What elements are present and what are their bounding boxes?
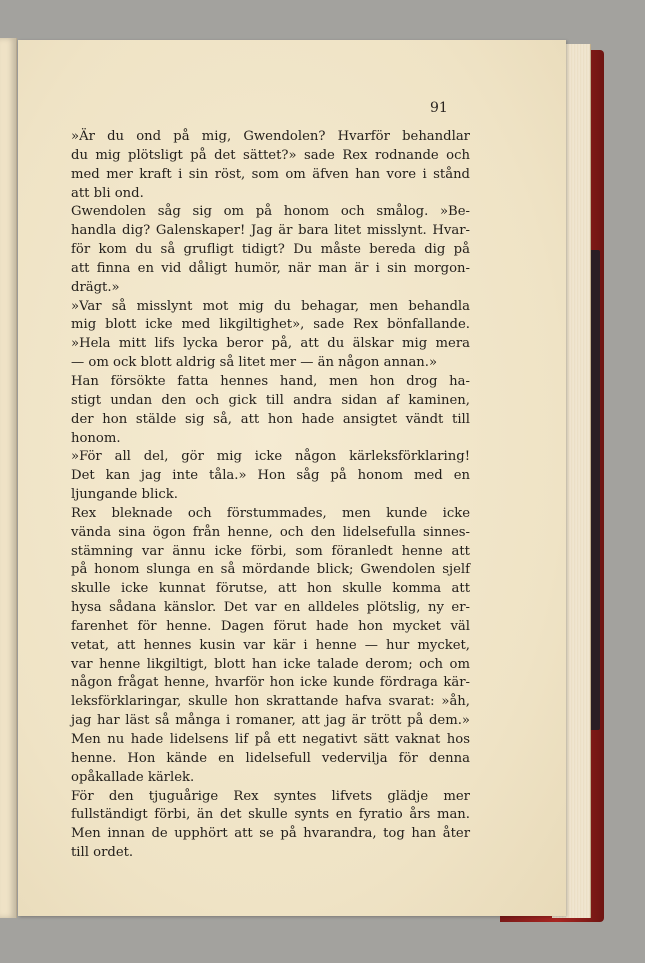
text-line: du mig plötsligt på det sättet?» sade Rex rodnande och — [71, 147, 470, 163]
text-line: Rex bleknade och förstummades, men kunde icke — [71, 505, 470, 521]
page-number: 91 — [430, 100, 448, 116]
text-line: jag har läst så många i romaner, att jag är trött på dem.» — [71, 713, 470, 729]
text-line: att bli ond. — [71, 185, 144, 201]
text-line: Det kan jag inte tåla.» Hon såg på honom med en — [71, 468, 470, 484]
text-line: stämning var ännu icke förbi, som föranledt henne att — [71, 543, 470, 559]
text-line: honom. — [71, 430, 121, 446]
text-line: »Var så misslynt mot mig du behagar, men behandla — [71, 298, 470, 314]
text-line: »Är du ond på mig, Gwendolen? Hvarför behandlar — [71, 129, 470, 144]
text-line: handla dig? Galenskaper! Jag är bara litet misslynt. Hvar- — [71, 223, 470, 239]
page-text — [54, 128, 470, 863]
text-line: för kom du så grufligt tidigt? Du måste bereda dig på — [71, 242, 470, 258]
text-line: Men innan de upphört att se på hvarandra, tog han åter — [71, 826, 470, 842]
text-line: drägt.» — [71, 279, 120, 295]
text-line: vända sina ögon från henne, och den lidelsefulla sinnes- — [71, 524, 470, 540]
text-line: var henne likgiltigt, blott han icke talade derom; och om — [71, 656, 470, 672]
text-line: der hon stälde sig så, att hon hade ansigtet vändt till — [71, 411, 470, 427]
paragraph — [54, 788, 470, 863]
text-line: farenhet för henne. Dagen förut hade hon mycket väl — [71, 618, 470, 634]
text-line: opåkallade kärlek. — [71, 769, 195, 785]
text-line: »För all del, gör mig icke någon kärleksförklaring! — [71, 449, 470, 465]
paragraph — [54, 373, 470, 448]
text-line: att finna en vid dåligt humör, när man är i sin morgon- — [71, 260, 470, 276]
text-line: mig blott icke med likgiltighet», sade Rex bönfallande. — [71, 317, 470, 333]
text-line: leksförklaringar, skulle hon skrattande hafva svarat: »åh, — [71, 694, 470, 710]
book-page — [18, 40, 566, 916]
paragraph — [54, 448, 470, 505]
text-line: på honom slunga en så mördande blick; Gwendolen sjelf — [71, 562, 470, 578]
text-line: Gwendolen såg sig om på honom och smålog. »Be- — [71, 204, 470, 220]
text-line: med mer kraft i sin röst, som om äfven han vore i stånd — [71, 166, 470, 182]
text-line: stigt undan den och gick till andra sidan af kaminen, — [71, 392, 470, 408]
paragraph — [54, 505, 470, 788]
text-line: henne. Hon kände en lidelsefull vedervilja för denna — [71, 750, 470, 766]
left-page-edge — [0, 38, 17, 918]
text-line: Han försökte fatta hennes hand, men hon drog ha- — [71, 373, 470, 389]
text-line: ljungande blick. — [71, 487, 178, 503]
text-line: »Hela mitt lifs lycka beror på, att du älskar mig mera — [71, 336, 470, 352]
text-line: skulle icke kunnat förutse, att hon skulle komma att — [71, 581, 470, 597]
text-line: vetat, att hennes kusin var kär i henne — hur mycket, — [71, 637, 470, 653]
paragraph — [54, 298, 470, 373]
text-line: — om ock blott aldrig så litet mer — än någon annan.» — [71, 355, 438, 371]
text-line: hysa sådana känslor. Det var en alldeles plötslig, ny er- — [71, 600, 470, 616]
text-line: För den tjuguårige Rex syntes lifvets glädje mer — [71, 788, 470, 804]
text-line: fullständigt förbi, än det skulle synts en fyratio års man. — [71, 807, 470, 823]
paragraph — [54, 128, 470, 203]
text-line: någon frågat henne, hvarför hon icke kunde fördraga kär- — [71, 675, 470, 691]
paragraph — [54, 203, 470, 297]
text-line: Men nu hade lidelsens lif på ett negativt sätt vaknat hos — [71, 732, 470, 747]
text-line: till ordet. — [71, 845, 134, 861]
